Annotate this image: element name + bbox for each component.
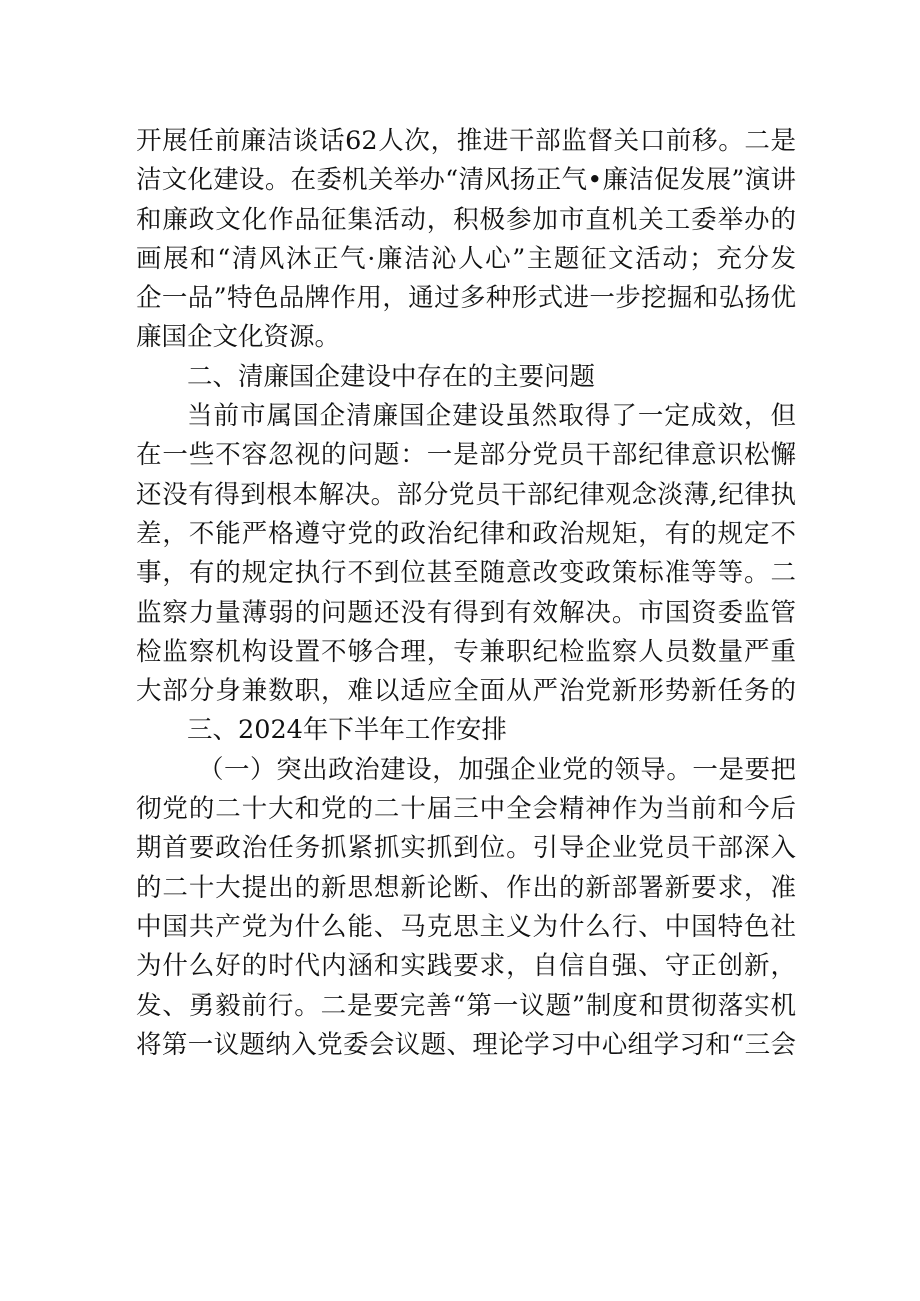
body-text [136, 122, 796, 1065]
text-line: 期首要政治任务抓紧抓实抓到位。引导企业党员干部深入 [136, 833, 796, 864]
text-line: 还没有得到根本解决。部分党员干部纪律观念淡薄,纪律执 [136, 479, 796, 510]
text-line: 在一些不容忽视的问题：一是部分党员干部纪律意识松懈 [136, 440, 796, 471]
text-line: 当前市属国企清廉国企建设虽然取得了一定成效，但 [187, 401, 796, 432]
text-line: 洁文化建设。在委机关举办“清风扬正气•廉洁促发展”演讲 [136, 165, 796, 196]
text-line: 发、勇毅前行。二是要完善“第一议题”制度和贯彻落实机 [136, 990, 796, 1021]
text-line: 和廉政文化作品征集活动，积极参加市直机关工委举办的 [136, 204, 796, 235]
section-heading: 三、2024年下半年工作安排 [187, 715, 507, 746]
text-line: 监察力量薄弱的问题还没有得到有效解决。市国资委监管 [136, 597, 796, 628]
text-line: 差，不能严格遵守党的政治纪律和政治规矩，有的规定不 [136, 518, 796, 549]
text-line: 彻党的二十大和党的二十届三中全会精神作为当前和今后 [136, 794, 796, 825]
text-line: 大部分身兼数职，难以适应全面从严治党新形势新任务的 [136, 676, 796, 707]
section-heading: 二、清廉国企建设中存在的主要问题 [187, 361, 596, 392]
text-line: 检监察机构设置不够合理，专兼职纪检监察人员数量严重 [136, 636, 796, 667]
text-line: 将第一议题纳入党委会议题、理论学习中心组学习和“三会 [136, 1029, 796, 1060]
text-line: 为什么好的时代内涵和实践要求，自信自强、守正创新， [136, 951, 796, 982]
text-line: 廉国企文化资源。 [136, 322, 341, 353]
text-line: 画展和“清风沐正气·廉洁沁人心”主题征文活动；充分发 [136, 243, 796, 274]
text-line: 事，有的规定执行不到位甚至随意改变政策标准等等。二 [136, 558, 796, 589]
text-line: 中国共产党为什么能、马克思主义为什么行、中国特色社 [136, 911, 796, 942]
text-line: 的二十大提出的新思想新论断、作出的新部署新要求，准 [136, 872, 796, 903]
text-line: 企一品”特色品牌作用，通过多种形式进一步挖掘和弘扬优 [136, 283, 796, 314]
subsection-line: （一）突出政治建设，加强企业党的领导。一是要把 [198, 754, 796, 785]
text-line: 开展任前廉洁谈话62人次，推进干部监督关口前移。二是 [136, 126, 796, 156]
